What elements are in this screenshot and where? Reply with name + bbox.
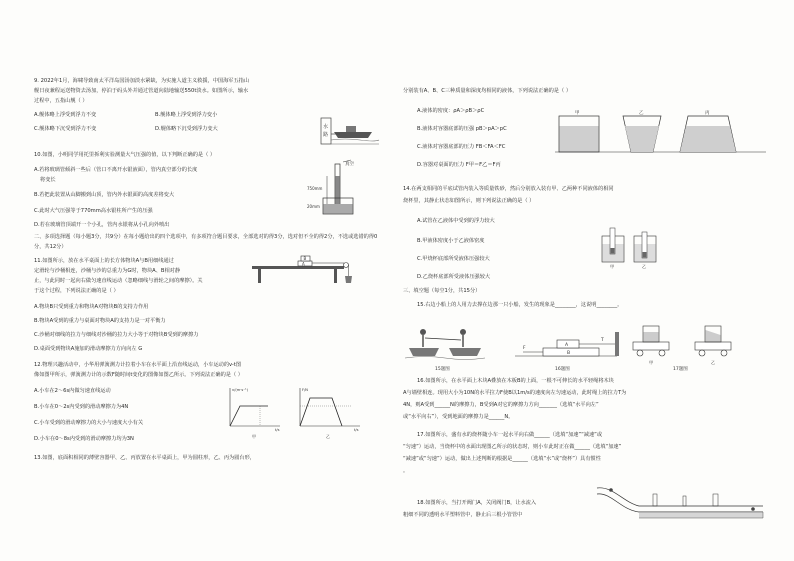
- q10-option-a-1: A.若将玻璃管倾斜一些后（管口不离开水银液面），管内真空部分的长度: [34, 167, 198, 173]
- q18-pipe-figure: [593, 482, 773, 524]
- q12-ft-graph: [300, 388, 360, 439]
- q10-option-d: D.若在玻璃管顶端开一个小孔，管内水银将从小孔向外喷出: [34, 222, 170, 228]
- q16-stem-3: 4N，则A受到______N的摩擦力，B受到A对它的摩擦力方向_______（选填“水平向左”: [403, 402, 599, 408]
- q9-stem-2: 舰日夜兼程运送物资去汤加，停泊于码头外并通过管道向陆地输送550t淡水。如图所示，输水: [34, 88, 249, 94]
- q10-option-a-2: 将变长: [40, 177, 56, 183]
- q9-option-a: A.舰体略上浮受到浮力不变: [34, 112, 97, 118]
- q12-stem-2: 像如图甲所示，弹簧测力计的示数F随时间t变化的图像如图乙所示。下列说法正确的是（ ）: [34, 372, 243, 378]
- q14-test-tubes-figure: [599, 222, 661, 270]
- q9-stem-1: 9. 2022年1月，海啸导致南太平洋岛国汤加淡水紧缺，为实施人道主义救援，中国海军五指山: [34, 78, 250, 84]
- q17-stem-2: “匀速”）运动，当烧杯中的水面出现图乙所示的状态时，则小车此时正在做______（选填“加速”: [403, 444, 622, 450]
- q12-t-label-left: t/s: [275, 428, 280, 432]
- q10-option-b: B.若把此装置从山脚搬到山顶，管内外水银面的高度差将变大: [34, 192, 175, 198]
- q13-yi-label: 乙: [639, 111, 644, 116]
- q13-option-a: A.液体的密度：ρA＞ρB＞ρC: [417, 108, 485, 114]
- q12-option-c: C.小车受到的滑动摩擦力的大小与速度大小有关: [34, 420, 144, 426]
- q14-jia-label: 甲: [610, 264, 615, 269]
- q13-bing-label: 丙: [705, 111, 710, 116]
- q11-option-b: B.物块A受到的重力与桌面对物块A的支持力是一对平衡力: [34, 318, 166, 324]
- q16-blocks-figure: [515, 332, 619, 372]
- q10-torricelli-figure: [305, 158, 385, 218]
- q10-stem: 10.如图，小明同学用托里拆利实验测量大气压强的值，以下判断正确的是（ ）: [34, 152, 216, 158]
- q10-20mm-label: 20mm: [307, 204, 320, 209]
- q16-force-label: F: [523, 346, 526, 351]
- q12-option-b: B.小车在0～2s内受到的滑动摩擦力为4N: [34, 404, 129, 410]
- q17-stem-4: 。: [403, 468, 409, 474]
- q10-750mm-label: 750mm: [307, 186, 323, 191]
- q9-road-label: 路: [323, 132, 329, 138]
- q18-stem-1: 18.如图所示，当打开阀门A，关闭阀门B，让水流入: [417, 500, 537, 506]
- q12-graphs-figure: [220, 384, 370, 440]
- q9-option-d: D.舰体略下沉受到浮力变大: [155, 126, 218, 132]
- q13-option-d: D.容器对桌面的压力 F甲＝F乙＝F丙: [417, 162, 501, 168]
- q17-carts-figure: [633, 326, 731, 372]
- q11-pulley-figure: [248, 252, 358, 284]
- q9-ship-figure: [320, 110, 380, 146]
- section-2-heading-1: 二、多项选择题（每小题3分，共9分）在每小题给出的四个选项中，有多项符合题目要求，全部选对的得3分，选对但不全的得2分，不选或选错的得0: [34, 234, 378, 240]
- q16-stem-1: 16.如图所示，在水平面上木块A叠放在木板B的上面，一根不可伸长的水平轻绳将木块: [417, 378, 614, 384]
- q14-yi-label: 乙: [642, 264, 647, 269]
- q14-option-d: D.乙烧杯底部所受液体压强较大: [417, 274, 491, 280]
- q13-jia-label: 甲: [575, 111, 580, 116]
- q14-stem-2: 烧杯里，其静止状态如图所示，则下列说法正确的是（ ）: [403, 198, 535, 204]
- q17-figure-caption: 17题图: [673, 367, 688, 372]
- q16-stem-2: A与墙壁相连。现用大小为10N的水平拉力F使B以1m/s的速度向左匀速运动，此时绳上的拉力T为: [403, 390, 627, 396]
- q11-option-a: A.物块B只受到重力和物块A对物块B的支持力作用: [34, 304, 149, 310]
- left-column: [20, 0, 395, 561]
- q18-stem-2: 粗细不同的透明水平塑料管中，静止后三根小管管中: [403, 512, 523, 518]
- q11-option-d: D.桌面受到物块A施加的滑动摩擦力方向向左 G: [34, 346, 143, 352]
- q12-t-label-right: t/s: [354, 428, 359, 432]
- q11-block-b-label: B: [303, 256, 307, 262]
- q9-option-c: C.舰体略下沉受到浮力不变: [34, 126, 97, 132]
- q11-block-a-label: A: [302, 261, 305, 267]
- q14-stem-1: 14.在两支相同的平底试管内装入等质量铁砂，然后分别放入装有甲、乙两种不同液体的相同: [403, 186, 614, 192]
- q11-option-c: C.沙桶对细线的拉力与细线对沙桶的拉力大小等于对物块B受到的摩擦力: [34, 332, 199, 338]
- q11-stem-2: 定滑轮与沙桶相连，沙桶与沙的总重力为G时，物块A、B相对静: [34, 268, 181, 274]
- q13-containers-figure: [553, 106, 768, 154]
- q10-option-c: C.此时大气压强等于770mm高水银柱所产生的压强: [34, 208, 153, 214]
- q13-option-c: C.液体对容器底部的压力 FB＜FA＜FC: [417, 144, 506, 150]
- q12-option-a: A.小车在2～6s内做匀速直线运动: [34, 388, 111, 394]
- q17-yi-label: 乙: [711, 360, 716, 365]
- q12-vt-graph: [230, 388, 280, 439]
- q16-stem-4: 或“水平向右”），受到地面的摩擦力是______N。: [403, 414, 514, 420]
- section-2-heading-2: 分，共12分）: [34, 244, 67, 250]
- q12-yi-label: 乙: [326, 434, 330, 439]
- q12-stem-1: 12.物理兴趣活动中，小华用弹簧测力计拉着小车在水平面上沿直线运动，小车运动的v-t图: [34, 362, 242, 368]
- q11-stem-1: 11.如图所示，放在水平桌面上的长方体物块A与B用细线通过: [34, 258, 174, 264]
- q12-v-axis-label: v/(m·s⁻¹): [232, 388, 248, 392]
- q9-stem-3: 过程中，五指山舰（ ）: [34, 98, 88, 104]
- q16-block-a-label: A: [565, 343, 569, 348]
- q11-stem-4: 于这个过程，下列说法正确的是（ ）: [34, 288, 119, 294]
- q12-jia-label: 甲: [252, 434, 256, 439]
- q13-option-b: B.液体对容器底部的压强 pB＞pA＞pC: [417, 126, 507, 132]
- q16-block-b-label: B: [567, 351, 571, 356]
- q16-figure-caption: 16题图: [555, 367, 570, 372]
- q17-stem-3: “减速”或“匀速”）运动，做出上述判断的根据是______（选填“水”或“烧杯”）具有惯性: [403, 456, 601, 462]
- q17-stem-1: 17.如图所示，盛有水的烧杯随小车一起水平向右做______（选填“加速”“减速”或: [417, 432, 603, 438]
- q15-figure-caption: 15题图: [435, 367, 450, 372]
- q9-option-b: B.舰体略上浮受到浮力变小: [155, 112, 218, 118]
- q12-option-d: D.小车在0～8s内受到的滑动摩擦力均为3N: [34, 436, 134, 442]
- q13-stem-2: 分别装有A、B、C三种质量和深度均相同的液体，下列说法正确的是（ ）: [403, 88, 572, 94]
- q9-water-label: 水: [323, 124, 329, 130]
- q14-option-a: A.试管在乙液体中受到的浮力较大: [417, 218, 495, 224]
- section-3-heading: 三、填空题（每空1分，共15分）: [403, 288, 481, 294]
- q10-vacuum-label: 真空: [345, 162, 354, 167]
- q14-option-b: B.甲液体密度小于乙液体密度: [417, 238, 485, 244]
- q16-tension-label: T: [601, 338, 604, 343]
- q11-stem-3: 止，与此同时一起向右做匀速直线运动（忽略细线与滑轮之间的摩擦）。关: [34, 278, 203, 284]
- right-column: [403, 0, 778, 561]
- q13-stem-1: 13.如图，底面积相同的薄壁容器甲、乙、丙放置在水平桌面上，甲为圆柱形，乙、丙为圆台形，: [34, 455, 255, 461]
- q15-boats-figure: [405, 329, 485, 372]
- q14-option-c: C.甲烧杯底部所受液体压强较大: [417, 256, 490, 262]
- q15-stem: 15.右边小船上的人用力去撑在边那一只小船，发生的现象是________，这说明________。: [417, 302, 623, 308]
- q12-f-axis-label: F/N: [302, 388, 308, 392]
- q15-17-figures: [405, 318, 773, 372]
- q17-jia-label: 甲: [649, 360, 654, 365]
